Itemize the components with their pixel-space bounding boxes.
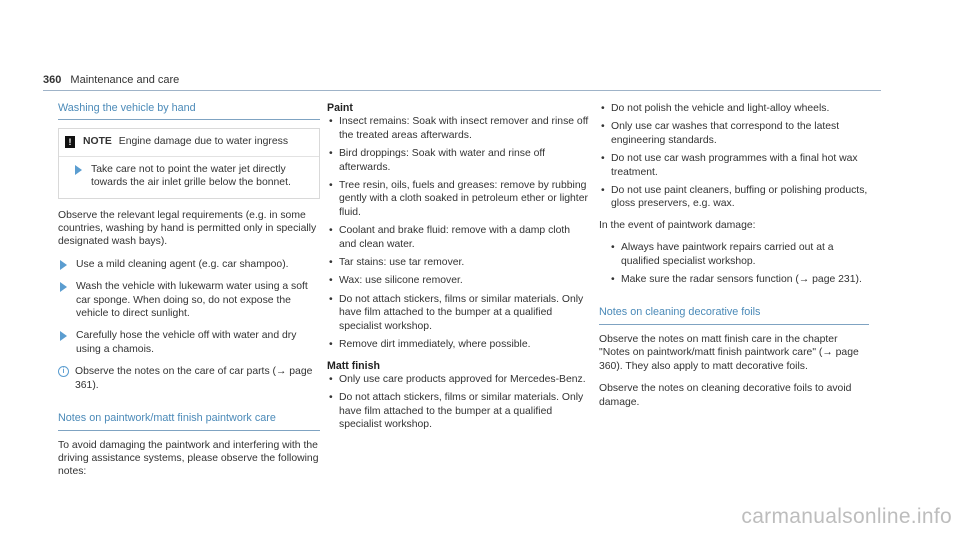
list-item: • Only use care products approved for Mercedes-Benz. [327,373,589,386]
header-rule [43,90,881,91]
step-arrow-icon [60,260,67,270]
paragraph-paintwork-intro: To avoid damaging the paintwork and interfering with the driving assistance systems, please observe the following notes: [58,439,319,478]
step-2 [58,280,320,320]
list-item: • Do not attach stickers, films or similar materials. Only have film attached to the bumper at a qualified specialist workshop. [327,391,589,431]
note-label: NOTE [83,136,112,148]
warning-icon: ! [65,136,75,148]
info-text[interactable]: Observe the notes on the care of car parts (→ page 361). [75,366,313,391]
note-header [65,135,313,148]
list-item: • Do not use car wash programmes with a final hot wax treatment. [599,152,869,179]
list-item: • Do not use paint cleaners, buffing or polishing products, gloss preservers, e.g. wax. [599,184,869,211]
page-header [43,74,179,86]
paint-list [327,115,589,351]
step-3 [58,329,320,356]
step-1-text: Use a mild cleaning agent (e.g. car shampoo). [76,258,289,270]
paragraph-foils-2: Observe the notes on cleaning decorative foils to avoid damage. [599,383,852,408]
section-title: Maintenance and care [70,74,180,86]
note-divider [59,156,319,157]
list-item: • Only use car washes that correspond to the latest engineering standards. [599,120,869,147]
watermark: carmanualsonline.info [741,505,952,528]
list-item: • Tree resin, oils, fuels and greases: remove by rubbing gently with a cloth soaked in petroleum ether or lighter fluid. [327,179,589,219]
step-2-text: Wash the vehicle with lukewarm water using a soft car sponge. When doing so, do not expose the vehicle to direct sunlight. [76,281,308,320]
section-heading-washing: Washing the vehicle by hand [58,102,320,120]
subheading-matt-finish: Matt finish [327,359,380,372]
step-3-text: Carefully hose the vehicle off with water and dry using a chamois. [76,330,297,355]
list-item: • Do not attach stickers, films or similar materials. Only have film attached to the bumper at a qualified specialist workshop. [327,293,589,333]
step-arrow-icon [75,165,82,175]
list-item: • Wax: use silicone remover. [327,274,589,287]
step-1 [58,258,320,271]
section-heading-foils: Notes on cleaning decorative foils [599,306,869,324]
paragraph-legal: Observe the relevant legal requirements (e.g. in some countries, washing by hand is permitted only in specially designated wash bays). [58,209,317,248]
list-item[interactable]: • Make sure the radar sensors function (→ page 231). [609,273,869,286]
step-arrow-icon [60,282,67,292]
list-item: • Coolant and brake fluid: remove with a damp cloth and clean water. [327,224,589,251]
column-right [599,102,869,418]
list-item: • Tar stains: use tar remover. [327,256,589,269]
list-item: • Remove dirt immediately, where possible. [327,338,589,351]
paragraph-damage-intro: In the event of paintwork damage: [599,219,756,231]
paragraph-foils-1[interactable]: Observe the notes on matt finish care in the chapter "Notes on paintwork/matt finish paintwork care" (→ page 360). They also apply to matt decorative foils. [599,333,859,372]
info-icon: i [58,366,69,377]
note-text: Engine damage due to water ingress [118,136,289,148]
note-box [58,128,320,198]
step-arrow-icon [60,331,67,341]
list-item: • Bird droppings: Soak with water and rinse off afterwards. [327,147,589,174]
matt-list [327,373,589,432]
note-step [65,163,313,190]
page-number: 360 [43,74,62,86]
section-heading-paintwork: Notes on paintwork/matt finish paintwork care [58,412,320,430]
list-item: • Always have paintwork repairs carried out at a qualified specialist workshop. [609,241,869,268]
subheading-paint: Paint [327,102,353,114]
note-step-text: Take care not to point the water jet directly towards the air inlet grille below the bonnet. [91,163,291,189]
care-list [599,102,869,211]
damage-list [599,241,869,286]
column-middle [327,102,589,440]
info-note [58,365,320,392]
list-item: • Insect remains: Soak with insect remover and rinse off the treated areas afterwards. [327,115,589,142]
column-left [58,102,320,488]
list-item: • Do not polish the vehicle and light-alloy wheels. [599,102,869,115]
